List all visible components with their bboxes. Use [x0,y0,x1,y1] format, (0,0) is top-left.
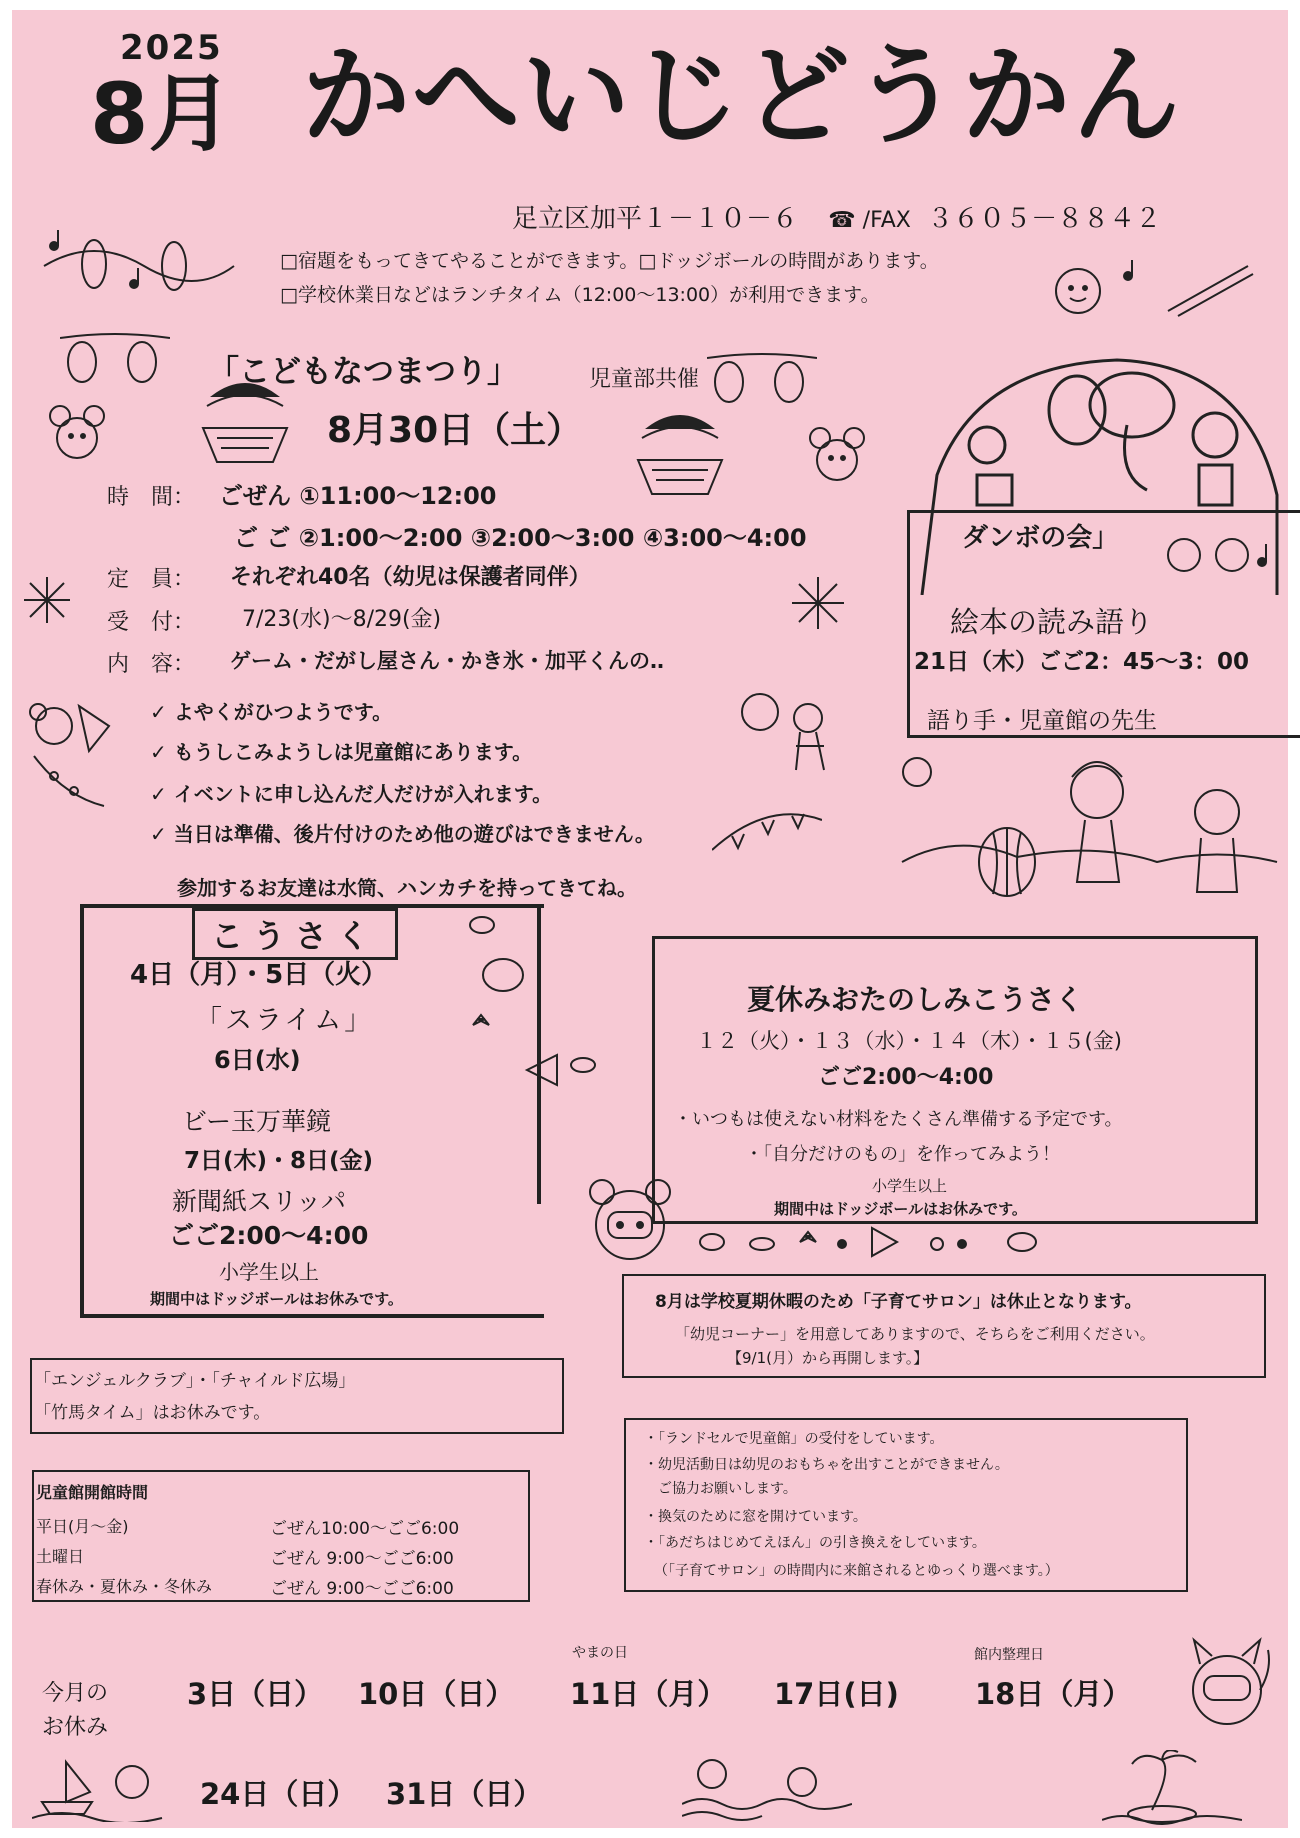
content-label: 内 容： [107,652,196,677]
mouse-character-icon [802,420,872,490]
kousaku-date-1: 4日（月）・5日（火） [130,960,388,990]
mouse-character-icon [42,398,112,468]
music-notes-veggies-icon [34,226,244,306]
summer-note: 期間中はドッジボールはお休みです。 [774,1200,1027,1218]
capacity: それぞれ40名（幼児は保護者同伴） [230,565,591,590]
kousaku-note: 期間中はドッジボールはお休みです。 [150,1290,403,1308]
bring-note: 参加するお友達は水筒、ハンカチを持ってきてね。 [177,876,637,900]
month: 8月 [90,65,233,163]
holiday-date: 31日（日） [386,1777,543,1811]
clubs-line-2: 「竹馬タイム」はお休みです。 [34,1403,271,1423]
notice-1: □宿題をもってきてやることができます。□ドッジボールの時間があります。 [280,250,939,272]
salon-line-1: 「幼児コーナー」を用意してありますので、そちらをご利用ください。 [675,1325,1155,1343]
holidays-label-2: お休み [42,1715,109,1740]
hours-title: 児童館開館時間 [36,1483,149,1502]
kousaku-time: ごご2:00～4:00 [169,1221,369,1250]
matsuri-title: 「こどもなつまつり」 [208,354,518,390]
year: 2025 [120,28,223,68]
kousaku-target: 小学生以上 [219,1260,319,1284]
summer-time: ごご2:00～4:00 [818,1065,994,1090]
kousaku-title: こうさく [192,908,398,960]
hours-row-time: ごぜん 9:00～ごご6:00 [270,1549,454,1569]
info-line: ・換気のために窓を開けています。 [644,1509,867,1525]
hours-row-time: ごぜん10:00～ごご6:00 [270,1519,460,1539]
kids-watermelon-scene-icon [897,752,1282,902]
matsuri-date: 8月30日（土） [327,410,583,451]
info-line: ご協力お願いします。 [644,1481,797,1497]
kousaku-item-3: 新聞紙スリッパ [172,1187,347,1216]
diver-cat-icon [1172,1630,1282,1740]
info-line: ・幼児活動日は幼児のおもちゃを出すことができません。 [644,1457,1009,1473]
dumbo-reader: 語り手・児童館の先生 [927,708,1157,734]
boat-cat-icon [32,1752,172,1822]
tel-number: ３６０５－８８４２ [927,204,1162,234]
holiday-date: 3日（日） [187,1677,324,1711]
info-line: （「子育てサロン」の時間内に来館されるとゆっくり選べます。） [654,1563,1059,1579]
time-pm: ご ご ②1:00～2:00 ③2:00～3:00 ④3:00～4:00 [234,524,807,552]
hours-row-time: ごぜん 9:00～ごご6:00 [270,1579,454,1599]
notice-2: □学校休業日などはランチタイム（12:00～13:00）が利用できます。 [280,284,880,306]
koala-with-fan-icon [24,696,114,816]
fish-starfish-icon [467,905,607,1115]
capacity-label: 定 員： [107,567,196,592]
lanterns-icon [60,330,170,390]
dumbo-event: 絵本の読み語り [950,605,1154,639]
sea-creatures-row-icon [692,1222,1052,1262]
reception: 7/23(水)～8/29(金) [242,607,442,632]
kousaku-date-3: 7日(木)・8日(金) [184,1148,374,1174]
summer-dates: １２（火）・１３（水）・１４（木）・１５(金) [696,1029,1122,1053]
summer-line-2: ・「自分だけのもの」を作ってみよう！ [745,1144,1060,1165]
salon-title: 8月は学校夏期休暇のため「子育てサロン」は休止となります。 [655,1292,1142,1312]
page-title: かへいじどうかん [302,34,1183,159]
tomato-carrot-icon [1048,256,1268,326]
shaved-ice-icon [632,410,728,498]
flyer-sheet [12,10,1288,1828]
check-4: ✓ 当日は準備、後片付けのため他の遊びはできません。 [150,822,655,846]
holiday-date: 18日（月） [975,1677,1132,1711]
holiday-date: 11日（月） [570,1677,727,1711]
info-line: ・「ランドセルで児童館」の受付をしています。 [644,1431,944,1447]
summer-line-1: ・いつもは使えない材料をたくさん準備する予定です。 [674,1109,1123,1130]
hours-row-label: 平日(月～金) [36,1517,129,1536]
bunting-icon [712,800,822,860]
palm-island-icon [1102,1750,1242,1825]
dumbo-title: ダンボの会」 [962,523,1119,553]
kousaku-item-1: 「スライム」 [195,1005,375,1036]
holiday-date: 10日（日） [358,1677,515,1711]
time-label: 時 間： [107,485,196,510]
lanterns-icon [707,350,817,410]
firework-icon [22,575,72,625]
swimming-animals-icon [682,1754,852,1824]
check-3: ✓ イベントに申し込んだ人だけが入れます。 [150,782,553,806]
check-1: ✓ よやくがひつようです。 [150,700,393,724]
reception-label: 受 付： [107,610,196,635]
check-2: ✓ もうしこみようしは児童館にあります。 [150,740,533,764]
hours-row-label: 春休み・夏休み・冬休み [36,1577,213,1596]
tel-label: ☎ /FAX [828,208,911,233]
content: ゲーム・だがし屋さん・かき氷・加平くんの‥ [230,649,665,673]
info-line: ・「あだちはじめてえほん」の引き換えをしています。 [644,1535,986,1551]
kousaku-item-2: ビー玉万華鏡 [182,1107,332,1136]
time-am: ごぜん ①11:00～12:00 [219,482,497,510]
festival-fan-character-icon [740,690,840,780]
salon-line-2: 【9/1(月）から再開します。】 [727,1349,929,1367]
hours-row-label: 土曜日 [36,1547,85,1566]
holiday-date: 24日（日） [200,1777,357,1811]
dumbo-datetime: 21日（木）ごご2：45～3：00 [914,649,1250,675]
summer-title: 夏休みおたのしみこうさく [747,983,1084,1016]
address: 足立区加平１－１０－６ [512,204,799,234]
kousaku-date-2: 6日(水) [214,1046,301,1074]
summer-target: 小学生以上 [872,1177,948,1195]
firework-icon [790,575,846,631]
matsuri-cohost: 児童部共催 [589,367,700,392]
vegetable-music-icon [1162,530,1272,580]
holidays-label-1: 今月の [42,1681,109,1706]
maintenance-label: 館内整理日 [974,1647,1044,1663]
holiday-date: 17日(日) [774,1677,899,1711]
shaved-ice-icon [197,378,293,466]
clubs-line-1: 「エンジェルクラブ」・「チャイルド広場」 [34,1371,356,1391]
contact-line [512,198,1161,235]
yama-label: やまの日 [572,1645,628,1661]
